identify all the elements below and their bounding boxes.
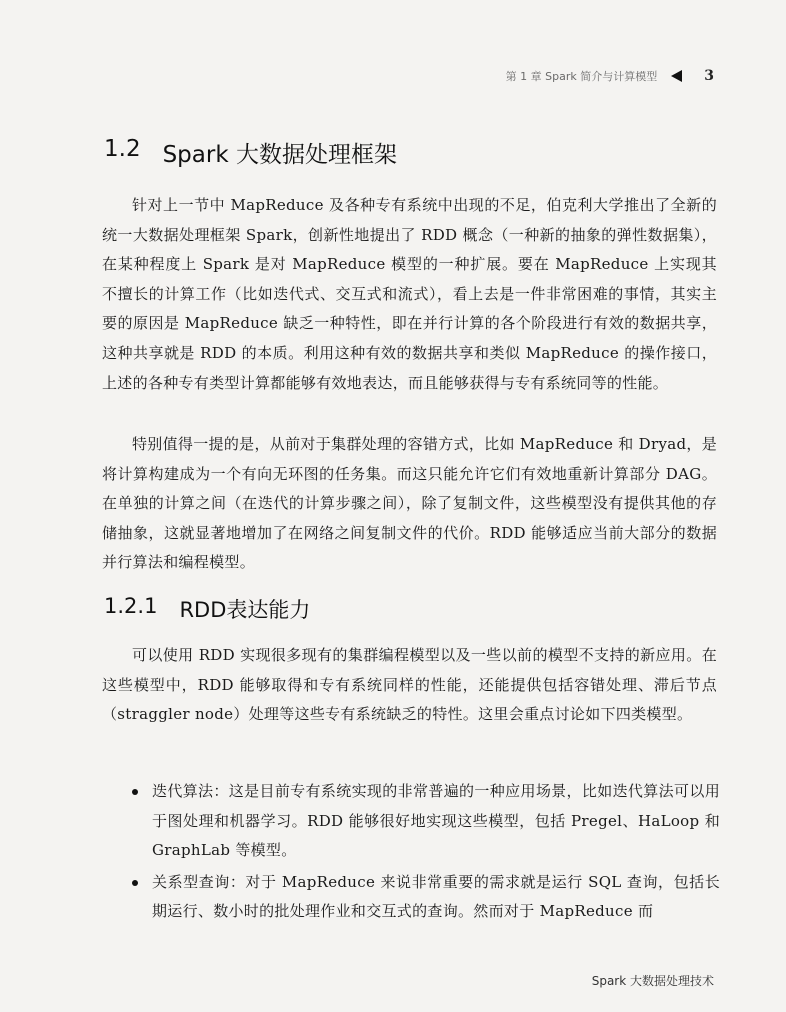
section-heading — [104, 136, 397, 169]
body-paragraph: 特别值得一提的是，从前对于集群处理的容错方式，比如 MapReduce 和 Dryad，是将计算构建成为一个有向无环图的任务集。而这只能允许它们有效地重新计算部分 DAG。在单独的计算之间（在迭代的计算步骤之间），除了复制文件，这些模型没有提供其他的存储抽象，这就显著地增加了在网络之间复制文件的代价。RDD 能够适应当前大部分的数据并行算法和编程模型。 — [102, 435, 717, 572]
list-item — [130, 868, 720, 927]
page-marker-icon — [671, 70, 682, 82]
bullet-icon — [132, 880, 138, 886]
body-paragraph: 针对上一节中 MapReduce 及各种专有系统中出现的不足，伯克利大学推出了全新的统一大数据处理框架 Spark，创新性地提出了 RDD 概念（一种新的抽象的弹性数据集），在某种程度上 Spark 是对 MapReduce 模型的一种扩展。要在 MapReduce 上实现其不擅长的计算工作（比如迭代式、交互式和流式），看上去是一件非常困难的事情，其实主要的原因是 MapReduce 缺乏一种特性，即在并行计算的各个阶段进行有效的数据共享，这种共享就是 RDD 的本质。利用这种有效的数据共享和类似 MapReduce 的操作接口，上述的各种专有类型计算都能够有效地表达，而且能够获得与专有系统同等的性能。 — [102, 196, 717, 392]
list-item-text: 迭代算法：这是目前专有系统实现的非常普遍的一种应用场景，比如迭代算法可以用于图处理和机器学习。RDD 能够很好地实现这些模型，包括 Pregel、HaLoop 和 GraphLab 等模型。 — [152, 782, 720, 860]
subsection-title: RDD表达能力 — [179, 598, 311, 622]
list-item — [130, 777, 720, 866]
subsection-number: 1.2.1 — [104, 594, 158, 618]
book-title: Spark 大数据处理技术 — [591, 974, 714, 988]
section-title: Spark 大数据处理框架 — [162, 142, 397, 168]
section-number: 1.2 — [104, 136, 141, 162]
running-footer — [592, 972, 714, 989]
page-number: 3 — [704, 68, 714, 84]
body-paragraph: 可以使用 RDD 实现很多现有的集群编程模型以及一些以前的模型不支持的新应用。在这些模型中，RDD 能够取得和专有系统同样的性能，还能提供包括容错处理、滞后节点（straggler node）处理等这些专有系统缺乏的特性。这里会重点讨论如下四类模型。 — [102, 646, 717, 724]
list-item-text: 关系型查询：对于 MapReduce 来说非常重要的需求就是运行 SQL 查询，包括长期运行、数小时的批处理作业和交互式的查询。然而对于 MapReduce 而 — [152, 872, 720, 921]
subsection-heading — [104, 594, 310, 624]
chapter-title: 第 1 章 Spark 简介与计算模型 — [505, 70, 658, 83]
bullet-icon — [132, 789, 138, 795]
bullet-list — [130, 777, 720, 929]
running-header — [506, 68, 714, 84]
